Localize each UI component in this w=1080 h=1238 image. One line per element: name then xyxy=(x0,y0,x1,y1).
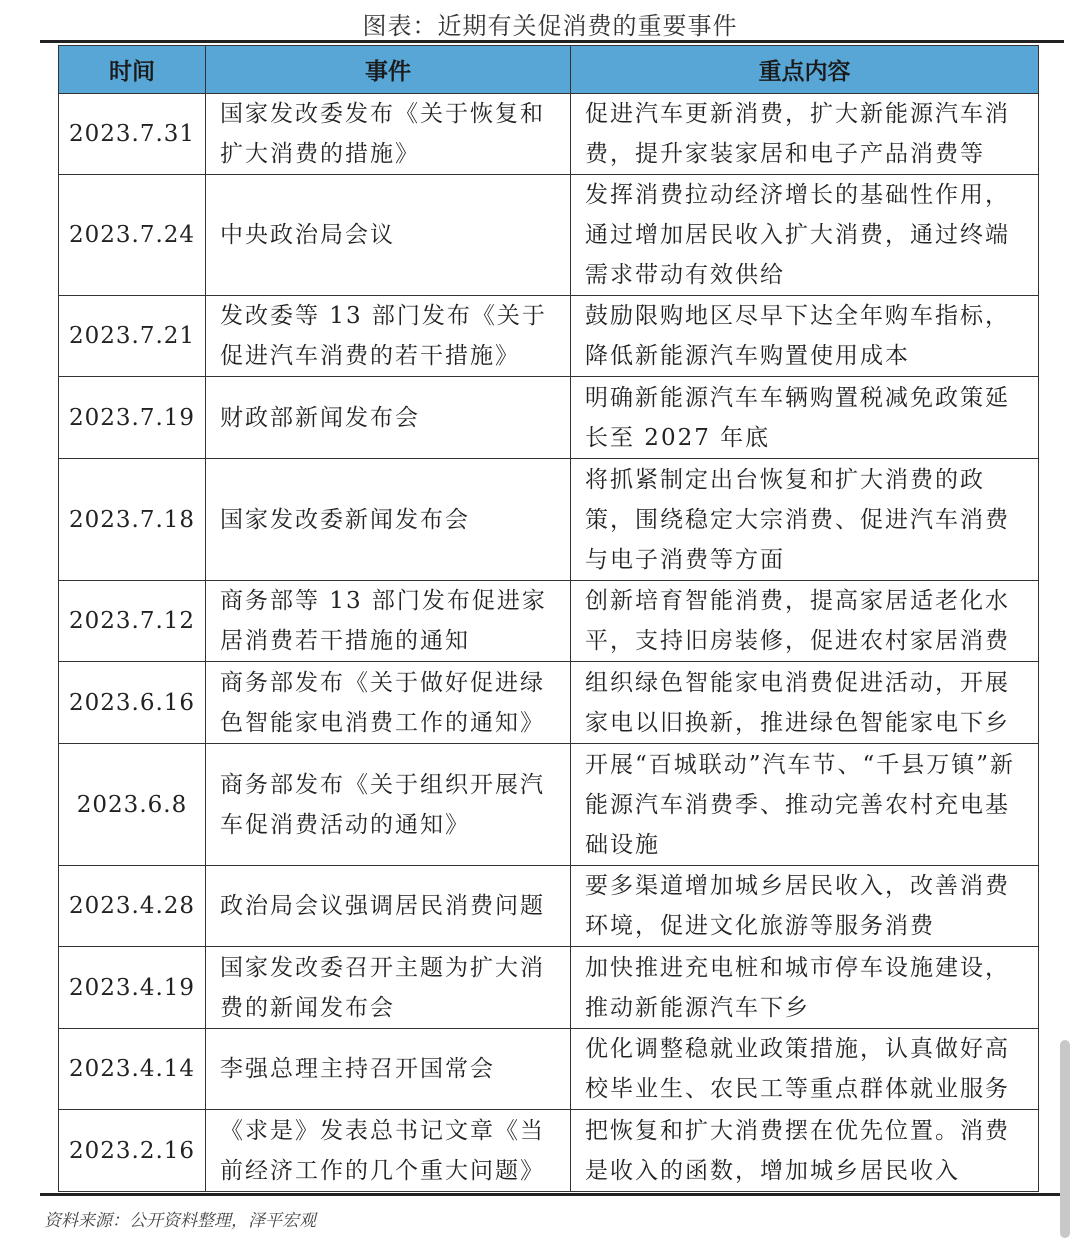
row-date: 2023.6.16 xyxy=(59,662,206,744)
bottom-rule xyxy=(40,1193,1064,1196)
row-detail: 开展“百城联动”汽车节、“千县万镇”新能源汽车消费季、推动完善农村充电基础设施 xyxy=(571,744,1039,866)
table-row xyxy=(59,377,1039,459)
table-row xyxy=(59,1029,1039,1110)
row-event: 财政部新闻发布会 xyxy=(206,377,571,459)
top-rule xyxy=(40,40,1064,43)
row-date: 2023.4.19 xyxy=(59,947,206,1029)
table-title: 图表：近期有关促消费的重要事件 xyxy=(362,12,738,40)
row-detail: 把恢复和扩大消费摆在优先位置。消费是收入的函数，增加城乡居民收入 xyxy=(571,1110,1039,1192)
row-event: 国家发改委发布《关于恢复和扩大消费的措施》 xyxy=(206,94,571,175)
header-detail: 重点内容 xyxy=(571,46,1039,94)
table-row xyxy=(59,866,1039,947)
row-event: 商务部发布《关于组织开展汽车促消费活动的通知》 xyxy=(206,744,571,866)
row-date: 2023.7.19 xyxy=(59,377,206,459)
row-event: 中央政治局会议 xyxy=(206,175,571,296)
row-date: 2023.7.12 xyxy=(59,581,206,662)
row-event: 李强总理主持召开国常会 xyxy=(206,1029,571,1110)
table-row xyxy=(59,744,1039,866)
header-date: 时间 xyxy=(59,46,206,94)
row-date: 2023.2.16 xyxy=(59,1110,206,1192)
scrollbar-thumb[interactable] xyxy=(1060,1040,1070,1238)
row-event: 商务部等 13 部门发布促进家居消费若干措施的通知 xyxy=(206,581,571,662)
row-date: 2023.7.21 xyxy=(59,296,206,377)
header-event: 事件 xyxy=(206,46,571,94)
row-event: 国家发改委召开主题为扩大消费的新闻发布会 xyxy=(206,947,571,1029)
events-table xyxy=(58,45,1039,1192)
row-detail: 明确新能源汽车车辆购置税减免政策延长至 2027 年底 xyxy=(571,377,1039,459)
row-detail: 鼓励限购地区尽早下达全年购车指标，降低新能源汽车购置使用成本 xyxy=(571,296,1039,377)
row-detail: 将抓紧制定出台恢复和扩大消费的政策，围绕稳定大宗消费、促进汽车消费与电子消费等方面 xyxy=(571,459,1039,581)
row-detail: 优化调整稳就业政策措施，认真做好高校毕业生、农民工等重点群体就业服务 xyxy=(571,1029,1039,1110)
row-detail: 组织绿色智能家电消费促进活动，开展家电以旧换新，推进绿色智能家电下乡 xyxy=(571,662,1039,744)
table-row xyxy=(59,296,1039,377)
table-row xyxy=(59,175,1039,296)
table-row xyxy=(59,459,1039,581)
row-detail: 发挥消费拉动经济增长的基础性作用，通过增加居民收入扩大消费，通过终端需求带动有效供给 xyxy=(571,175,1039,296)
header-row xyxy=(59,46,1039,94)
row-date: 2023.7.31 xyxy=(59,94,206,175)
row-date: 2023.7.18 xyxy=(59,459,206,581)
row-date: 2023.7.24 xyxy=(59,175,206,296)
table-row xyxy=(59,947,1039,1029)
table-row xyxy=(59,581,1039,662)
row-date: 2023.4.14 xyxy=(59,1029,206,1110)
row-detail: 促进汽车更新消费，扩大新能源汽车消费，提升家装家居和电子产品消费等 xyxy=(571,94,1039,175)
row-event: 国家发改委新闻发布会 xyxy=(206,459,571,581)
table-row xyxy=(59,662,1039,744)
row-detail: 创新培育智能消费，提高家居适老化水平，支持旧房装修，促进农村家居消费 xyxy=(571,581,1039,662)
table-row xyxy=(59,1110,1039,1192)
table-row xyxy=(59,94,1039,175)
row-date: 2023.6.8 xyxy=(59,744,206,866)
row-date: 2023.4.28 xyxy=(59,866,206,947)
row-detail: 要多渠道增加城乡居民收入，改善消费环境，促进文化旅游等服务消费 xyxy=(571,866,1039,947)
source-note: 资料来源：公开资料整理，泽平宏观 xyxy=(44,1211,316,1231)
row-event: 发改委等 13 部门发布《关于促进汽车消费的若干措施》 xyxy=(206,296,571,377)
row-event: 商务部发布《关于做好促进绿色智能家电消费工作的通知》 xyxy=(206,662,571,744)
row-detail: 加快推进充电桩和城市停车设施建设，推动新能源汽车下乡 xyxy=(571,947,1039,1029)
row-event: 政治局会议强调居民消费问题 xyxy=(206,866,571,947)
row-event: 《求是》发表总书记文章《当前经济工作的几个重大问题》 xyxy=(206,1110,571,1192)
